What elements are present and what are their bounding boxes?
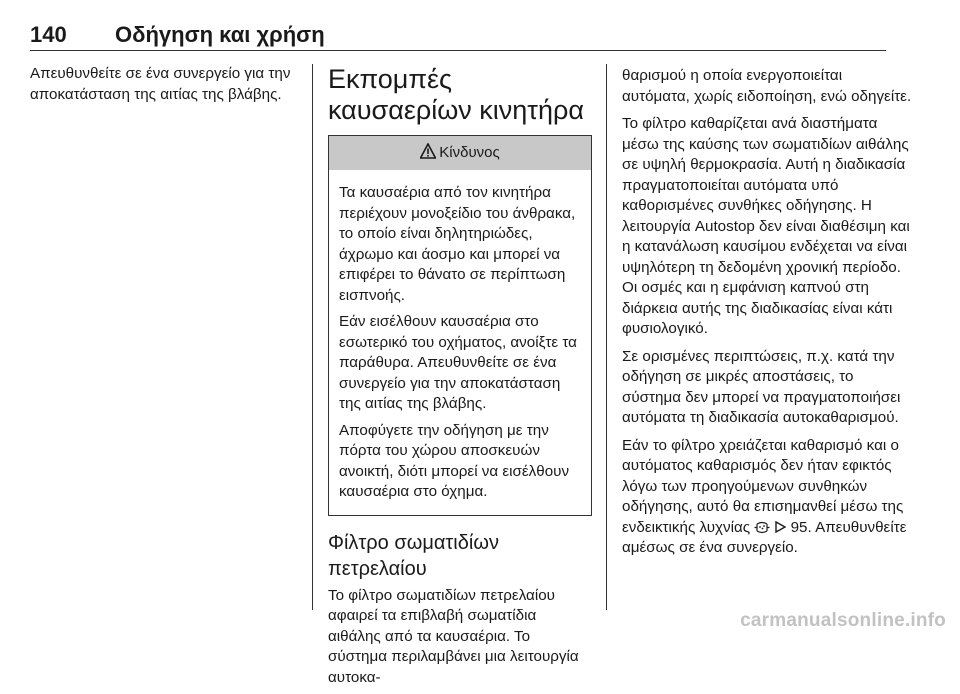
warning-heading: Κίνδυνος xyxy=(439,144,500,161)
paragraph: Απευθυνθείτε σε ένα συνεργείο για την αποκατάσταση της αιτίας της βλάβης. xyxy=(30,65,291,103)
paragraph: θαρισμού η οποία ενεργοποιείται αυτόματα, χωρίς ειδοποίηση, ενώ οδηγείτε. xyxy=(622,67,912,105)
subsection-heading: Φίλτρο σωματιδίων πετρελαίου xyxy=(328,531,499,580)
column-3 xyxy=(622,66,914,566)
watermark: carmanualsonline.info xyxy=(740,610,946,631)
diesel-particle-filter-lamp-icon xyxy=(754,520,770,534)
warning-paragraph: Εάν εισέλθουν καυσαέρια στο εσωτερικό του οχήματος, ανοίξτε τα παράθυρα. Απευθυνθείτε σε ένα συνεργείο για την αποκατάσταση της αιτίας της βλάβης. xyxy=(339,313,577,412)
paragraph xyxy=(622,436,914,559)
section-heading: Εκπομπές καυσαερίων κινητήρα xyxy=(328,64,584,125)
warning-paragraph: Τα καυσαέρια από τον κινητήρα περιέχουν μονοξείδιο του άνθρακα, το οποίο είναι δηλητηριώδες, άχρωμο και άοσμο και μπορεί να επιφέρει το θάνατο σε περίπτωση εισπνοής. xyxy=(339,184,576,304)
warning-triangle-icon xyxy=(420,143,436,159)
page-reference-triangle-icon xyxy=(774,521,786,533)
paragraph: Σε ορισμένες περιπτώσεις, π.χ. κατά την οδήγηση σε μικρές αποστάσεις, το σύστημα δεν μπορεί να πραγματοποιήσει αυτόματα τη διαδικασία αυτοκαθαρισμού. xyxy=(622,347,901,426)
paragraph: Το φίλτρο σωματιδίων πετρελαίου αφαιρεί τα επιβλαβή σωματίδια αιθάλης από τα καυσαέρια. Το σύστημα περιλαμβάνει μια λειτουργία αυτοκα- xyxy=(328,586,579,686)
page-number: 140 xyxy=(30,22,67,47)
page-reference[interactable]: 95 xyxy=(790,518,808,536)
paragraph: Το φίλτρο καθαρίζεται ανά διαστήματα μέσω της καύσης των σωματιδίων αιθάλης σε υψηλή θερμοκρασία. Αυτή η διαδικασία πραγματοποιείται αυτόματα υπό καθορισμένες συνθήκες οδήγησης. Η λειτουργία Autostop δεν είναι διαθέσιμη και η κατανάλωση καυσίμου ενδέχεται να είναι υψηλότερη τη δεδομένη χρονική περίοδο. Οι οσμές και η εμφάνιση καπνού στη διάρκεια αυτής της διαδικασίας είναι κάτι φυσιολογικό. xyxy=(622,115,910,337)
paragraph-text: . Απευθυνθείτε αμέσως σε ένα συνεργείο. xyxy=(622,518,907,556)
danger-warning-box xyxy=(328,135,592,516)
column-divider xyxy=(312,64,313,610)
column-2 xyxy=(328,64,592,694)
paragraph-text: Εάν το φίλτρο χρειάζεται καθαρισμό και ο αυτόματος καθαρισμός δεν ήταν εφικτός λόγω των προηγούμενων συνθηκών οδήγησης, αυτό θα επισημανθεί μέσω της ενδεικτικής λυχνίας xyxy=(622,436,904,536)
warning-paragraph: Αποφύγετε την οδήγηση με την πόρτα του χώρου αποσκευών ανοικτή, διότι μπορεί να εισέλθουν καυσαέρια στο όχημα. xyxy=(339,421,570,500)
warning-box-body xyxy=(329,170,591,515)
column-1 xyxy=(30,64,298,111)
page-header xyxy=(30,24,886,51)
chapter-title: Οδήγηση και χρήση xyxy=(115,22,325,47)
column-divider xyxy=(606,64,607,610)
warning-box-header xyxy=(329,136,591,170)
